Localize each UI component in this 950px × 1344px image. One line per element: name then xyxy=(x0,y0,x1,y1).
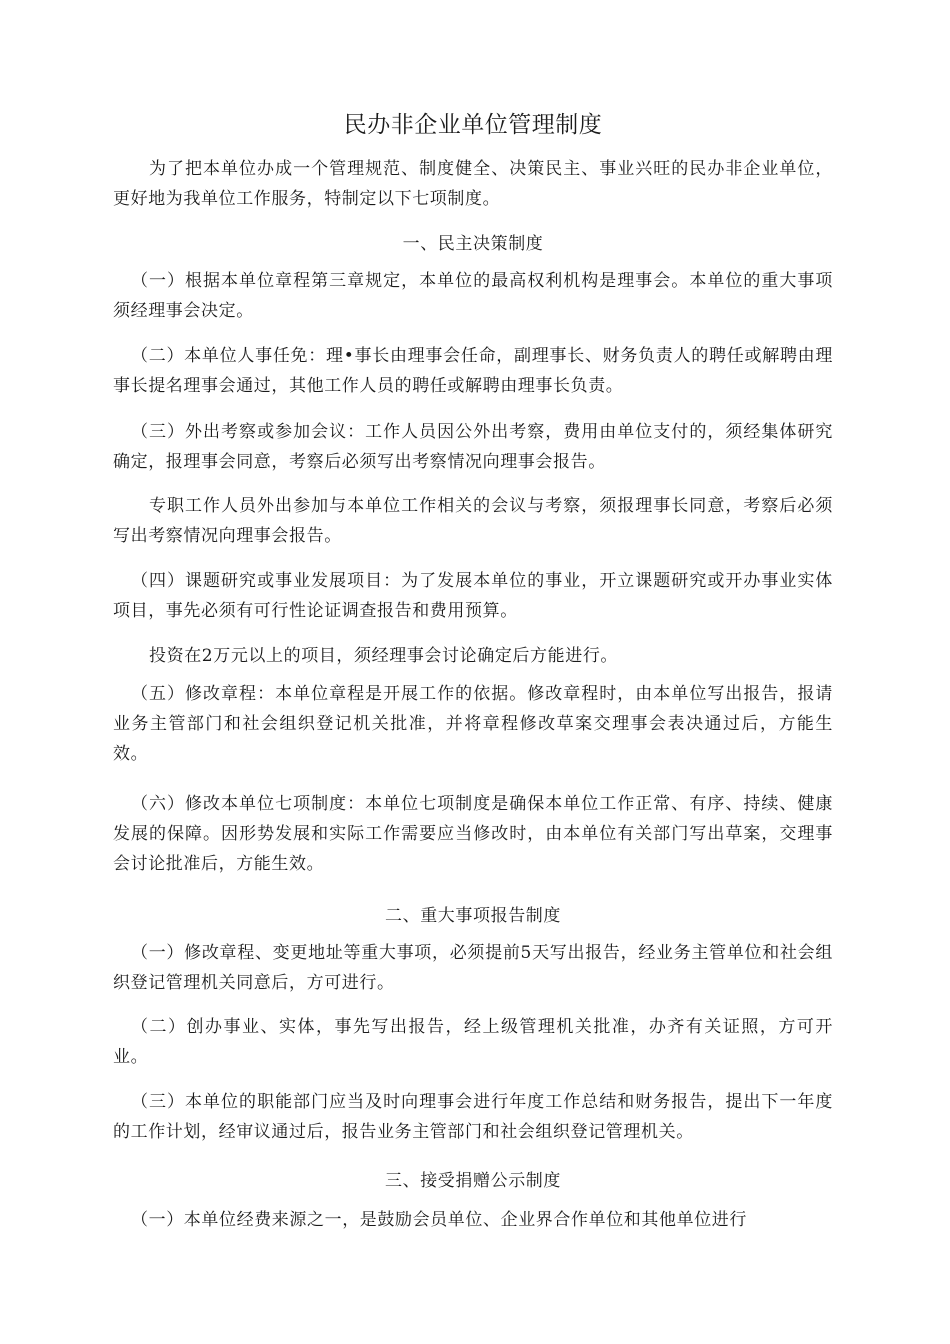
paragraph: （一）修改章程、变更地址等重大事项，必须提前5天写出报告，经业务主管单位和社会组织登记管理机关同意后，方可进行。 xyxy=(113,943,833,993)
section-1-item-3b xyxy=(113,491,833,551)
intro-block xyxy=(113,154,833,214)
paragraph: （一）本单位经费来源之一，是鼓励会员单位、企业界合作单位和其他单位进行 xyxy=(131,1210,747,1230)
intro-paragraph: 为了把本单位办成一个管理规范、制度健全、决策民主、事业兴旺的民办非企业单位，更好地为我单位工作服务，特制定以下七项制度。 xyxy=(113,159,833,209)
section-1-item-6 xyxy=(113,789,833,879)
section-1-item-1 xyxy=(113,266,833,326)
document-title: 民办非企业单位管理制度 xyxy=(343,112,603,138)
section-2-heading: 二、重大事项报告制度 xyxy=(385,906,561,926)
section-2-item-3 xyxy=(113,1087,833,1147)
paragraph: 投资在2万元以上的项目，须经理事会讨论确定后方能进行。 xyxy=(149,646,619,666)
paragraph: （四）课题研究或事业发展项目：为了发展本单位的事业，开立课题研究或开办事业实体项目，事先必须有可行性论证调查报告和费用预算。 xyxy=(113,571,833,621)
paragraph: （三）本单位的职能部门应当及时向理事会进行年度工作总结和财务报告，提出下一年度的工作计划，经审议通过后，报告业务主管部门和社会组织登记管理机关。 xyxy=(113,1092,833,1142)
section-3-heading: 三、接受捐赠公示制度 xyxy=(385,1171,561,1191)
section-1-item-3 xyxy=(113,417,833,477)
section-3-item-1 xyxy=(113,1205,833,1235)
paragraph: （二）创办事业、实体，事先写出报告，经上级管理机关批准，办齐有关证照，方可开业。 xyxy=(113,1017,833,1067)
paragraph: （二）本单位人事任免：理•事长由理事会任命，副理事长、财务负责人的聘任或解聘由理事长提名理事会通过，其他工作人员的聘任或解聘由理事长负责。 xyxy=(113,346,833,396)
section-1-item-4 xyxy=(113,566,833,626)
section-2-item-1 xyxy=(113,938,833,998)
section-1-heading: 一、民主决策制度 xyxy=(402,234,544,254)
section-1-item-2 xyxy=(113,341,833,401)
section-3 xyxy=(113,1166,833,1196)
section-2 xyxy=(113,901,833,931)
section-2-item-2 xyxy=(113,1012,833,1072)
paragraph: （三）外出考察或参加会议：工作人员因公外出考察，费用由单位支付的，须经集体研究确定，报理事会同意，考察后必须写出考察情况向理事会报告。 xyxy=(113,422,833,472)
paragraph: （五）修改章程：本单位章程是开展工作的依据。修改章程时，由本单位写出报告，报请业务主管部门和社会组织登记机关批准，并将章程修改草案交理事会表决通过后，方能生效。 xyxy=(113,684,833,764)
section-1 xyxy=(113,229,833,259)
section-1-item-4b xyxy=(113,641,833,671)
paragraph: （一）根据本单位章程第三章规定，本单位的最高权利机构是理事会。本单位的重大事项须经理事会决定。 xyxy=(113,271,833,321)
paragraph: （六）修改本单位七项制度：本单位七项制度是确保本单位工作正常、有序、持续、健康发展的保障。因形势发展和实际工作需要应当修改时，由本单位有关部门写出草案，交理事会讨论批准后，方能生效。 xyxy=(113,794,833,874)
paragraph: 专职工作人员外出参加与本单位工作相关的会议与考察，须报理事长同意，考察后必须写出考察情况向理事会报告。 xyxy=(113,496,833,546)
section-1-item-5 xyxy=(113,679,833,769)
